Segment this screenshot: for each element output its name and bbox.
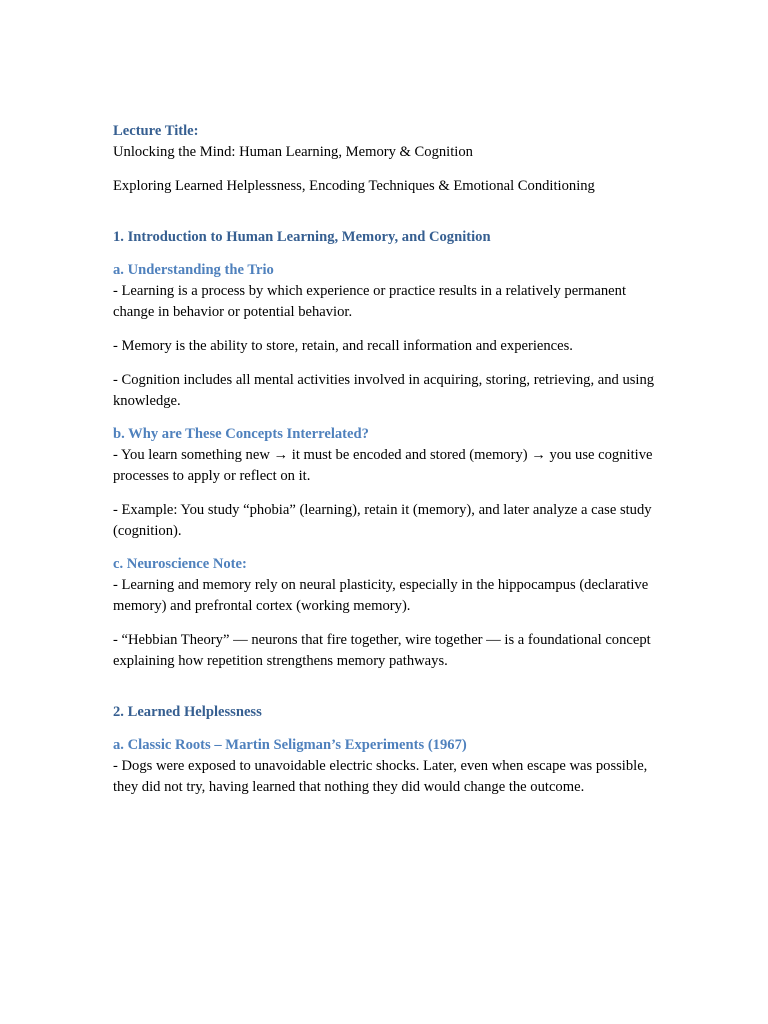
paragraph: - “Hebbian Theory” — neurons that fire together, wire together — is a foundational concept explaining how repetition strengthens memory pathways. xyxy=(113,632,651,669)
section-1c-heading: c. Neuroscience Note: xyxy=(113,556,247,572)
section-1-heading: 1. Introduction to Human Learning, Memory, and Cognition xyxy=(113,229,491,245)
paragraph: - Learning and memory rely on neural plasticity, especially in the hippocampus (declarative memory) and prefrontal cortex (working memory). xyxy=(113,577,649,614)
section-1b-heading: b. Why are These Concepts Interrelated? xyxy=(113,426,369,442)
section-1a-heading: a. Understanding the Trio xyxy=(113,262,274,278)
section-2a-heading: a. Classic Roots – Martin Seligman’s Experiments (1967) xyxy=(113,737,467,753)
paragraph: - Example: You study “phobia” (learning), retain it (memory), and later analyze a case study (cognition). xyxy=(113,502,652,539)
paragraph: - Learning is a process by which experience or practice results in a relatively permanent change in behavior or potential behavior. xyxy=(113,283,626,320)
paragraph: - Dogs were exposed to unavoidable electric shocks. Later, even when escape was possible, they did not try, having learned that nothing they did would change the outcome. xyxy=(113,758,648,795)
section-2-heading: 2. Learned Helplessness xyxy=(113,704,262,720)
paragraph: - Memory is the ability to store, retain, and recall information and experiences. xyxy=(113,338,573,354)
document-page xyxy=(113,121,658,798)
lecture-subtitle: Exploring Learned Helplessness, Encoding Techniques & Emotional Conditioning xyxy=(113,178,595,194)
paragraph: - You learn something new → it must be encoded and stored (memory) → you use cognitive processes to apply or reflect on it. xyxy=(113,447,653,484)
lecture-title-label: Lecture Title: xyxy=(113,123,199,139)
paragraph: - Cognition includes all mental activities involved in acquiring, storing, retrieving, and using knowledge. xyxy=(113,372,655,409)
lecture-title: Unlocking the Mind: Human Learning, Memory & Cognition xyxy=(113,144,473,160)
